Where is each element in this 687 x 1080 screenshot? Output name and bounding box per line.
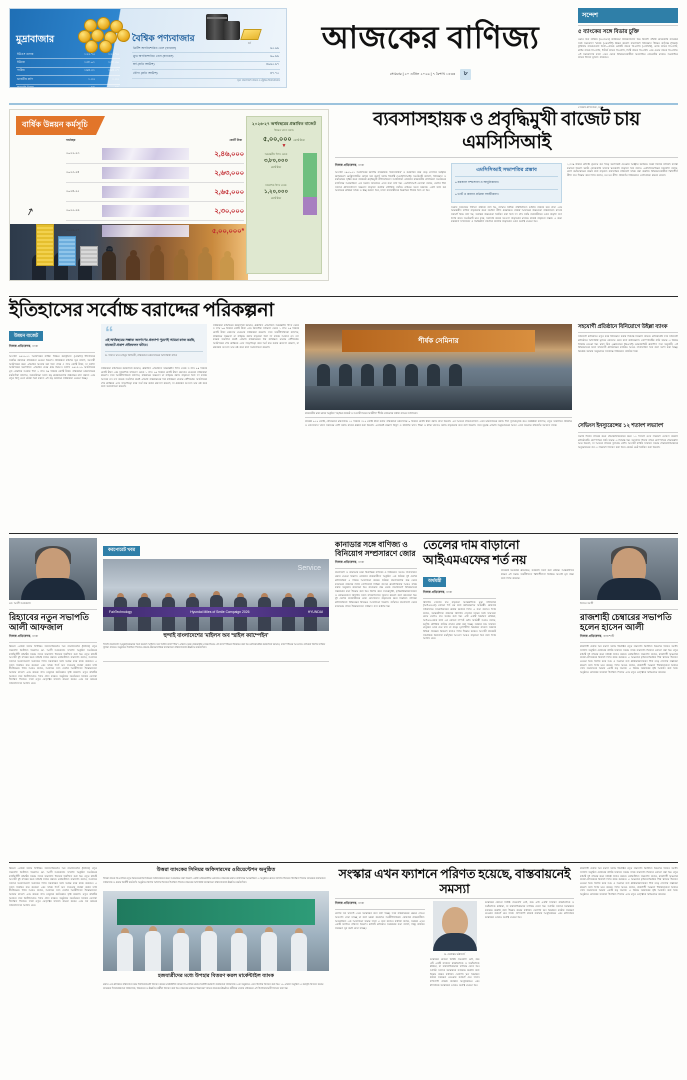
oil-price-story [423,538,574,859]
table-row: ২০২৩-২৪ ২,৬৩,০০০ [66,164,244,183]
gold-bar-caption: স্বর্ণ [248,42,251,45]
pull-quote-text: এই অর্থবছরের সম্ভাব্য জনগণের প্রত্যাশা পূরণেই আমরা কাজ করছি, বাজেটে প্রকাশ প্রতিফলন ঘটবে। [105,337,196,347]
band4-spacer-left [9,867,97,1057]
budget-stacked-bar [303,153,317,215]
lead-column-3 [567,163,678,293]
oil-headline[interactable]: তেলের দাম বাড়ানো আইএমএফের শর্ত নয় [423,538,527,567]
callout-item: » করজাল সম্প্রসারণ ও আধুনিকায়ন। [455,176,558,186]
hyundai-campaign-photo [103,559,329,631]
band2-body-2: পরিকল্পনা কমিশনের কর্মকর্তারা জানান, প্রস্তাবিত এডিপিতে অভ্যন্তরীণ উৎস থেকে ৩ লাখ ৮০ হাজার কোটি টাকা এবং বৈদেশিক সহায়তা থেকে ১ লাখ ২০ হাজার কোটি টাকা জোগান দেওয়ার পরিকল্পনা রয়েছে। তবে অর্থনীতিবিদরা বলছেন, বাস্তবায়ন সক্ষমতা না বাড়িয়ে বরাদ্দ বাড়ানো হলে তা কাজে আসবে না। গত কয়েক অর্থবছর ধরেই এডিপি বাস্তবায়নের হার কাঙ্ক্ষিত মাত্রায় পৌঁছায়নি। অর্থবছরের শেষ প্রান্তিকে এসে তাড়াহুড়ো করে অর্থ ব্যয় করার প্রবণতা রয়েছে, যা প্রকল্পের গুণগত মান নষ্ট করে বলে সমালোচনা রয়েছে। [213,323,299,349]
table-row: ২০২৫-২৬ ২,৩০,০০০ [66,202,244,221]
band2-column-quote [101,324,207,531]
portrait-body [21,578,85,600]
seminar-photo [305,324,572,410]
callout-title: এমসিসিআই সভাপতির প্রস্তাব [476,166,537,173]
reform-story [335,867,574,1057]
budget-panel [246,116,322,274]
table-row: ইউএস ডলার ১২২.৭৫ ১২২.৭৫ [16,51,120,59]
band-bottom [9,867,678,1057]
campaign-ribbon [103,607,329,617]
budget-panel-title: ২০২৬-২৭ অর্থবছরের প্রস্তাবিত বাজেট [252,121,316,126]
reform-headline[interactable]: সংস্কার এখন ফ্যাশনে পরিণত হয়েছে, বাস্তবায়নেই সমস্যা [338,867,571,896]
currency-rates-table [16,51,120,88]
lead-body-2: সংবাদ সম্মেলনে লিখিত বক্তব্যে বলা হয়, বর্তমান বৈশ্বিক পরিস্থিতিতে রপ্তানি বাজার ধরে রাখা এবং অভ্যন্তরীণ চাহিদা বাড়ানোর জন্য সমন্বিত নীতি প্রয়োজন। রাজস্ব আদায়ের লক্ষ্যমাত্রা বাস্তবসম্মত রাখার পরামর্শ দিয়ে বলা হয়, অবাস্তব লক্ষ্যমাত্রা নির্ধারণ করা হলে তা শেষ পর্যন্ত ব্যবসায়ীদের ওপর বাড়তি চাপ তৈরি করে। সংগঠনটি মনে করে, সরাসরি করের আওতা বাড়ানোর মাধ্যমে রাজস্ব বাড়ানো সম্ভব। এ জন্য করজাল সম্প্রসারণ ও ডিজিটাল পদ্ধতির ব্যবহার বাড়ানোর ওপর গুরুত্ব দেওয়া হয়। [451,205,562,224]
table-row: ভারতীয় রুপি ১.৩২ ১.৩২ [16,76,120,84]
rajshahi-body: রাজশাহী চেম্বার অব কমার্স অ্যান্ড ইন্ডাস্ট্রির নতুন সভাপতি নির্বাচিত হয়েছেন হাসেন আলী। সম্প্রতি অনুষ্ঠিত চেম্বারের বার্ষিক সাধারণ সভায় তাকে সভাপতি হিসেবে ঘোষণা করা হয়। নতুন কমিটি দুই বছরের জন্য দায়িত্ব পালন করবে। নবনির্বাচিত সভাপতি বলেন, রাজশাহী অঞ্চলের ব্যবসা-বাণিজ্যের বিকাশে তিনি কাজ করবেন। এ অঞ্চলের কৃষিপণ্যভিত্তিক শিল্প স্থাপনে উদ্যোগ নেওয়া হবে। বিশেষ করে আম ও অন্যান্য ফল প্রক্রিয়াজাতকরণ শিল্প গড়ে তোলার সম্ভাবনা রয়েছে বলে তিনি মনে করেন। তিনি আরও বলেন, রাজশাহী অঞ্চলে শিল্পকারখানা স্থাপনে গ্যাস সংযোগের অভাব একটি বড় সমস্যা। এ বিষয়ে সরকারের দৃষ্টি আকর্ষণ করা হবে। অনুষ্ঠানে চেম্বারের সদস্যরা উপস্থিত ছিলেন এবং নতুন নেতৃত্বকে অভিনন্দন জানান। [580,645,678,675]
rehab-body-cont: রিয়েল এস্টেট অ্যান্ড হাউজিং অ্যাসোসিয়েশন অব বাংলাদেশের (রিহ্যাব) নতুন সভাপতি নির্বাচিত হয়েছেন মো. আলী আফজাল। সম্প্রতি অনুষ্ঠিত সংগঠনের কার্যনির্বাহী কমিটির সভায় তাকে সভাপতি হিসেবে নির্বাচিত করা হয়। নতুন কমিটি আগামী দুই বছরের জন্য দায়িত্ব পালন করবে। নবনির্বাচিত সভাপতি বলেন, আবাসন খাতের সমস্যাগুলো সমাধানে তিনি সরকারের সঙ্গে সমন্বয় করে কাজ করবেন। এ খাতে নিবন্ধন ব্যয় কমানো এবং সহজ শর্তে ঋণ পাওয়ার ব্যবস্থা করার দাবি দীর্ঘদিনের। তিনি আরও বলেন, আবাসন খাত দেশের অর্থনীতিতে উল্লেখযোগ্য অবদান রাখছে এবং কয়েক লাখ মানুষের কর্মসংস্থান সৃষ্টি করেছে। নতুন কমিটির অন্যান্য পদে নির্বাচিতরাও শপথ গ্রহণ করেন। অনুষ্ঠানে সংগঠনের সাবেক নেতারা উপস্থিত ছিলেন। তারা নতুন নেতৃত্বের সাফল্য কামনা করেন এবং সব ধরনের সহযোগিতার আশ্বাস দেন। [9,867,97,908]
seminar-table [305,386,572,410]
canada-story [335,538,417,859]
date-line [287,69,574,80]
row-strip [102,205,189,217]
market-rates-box [9,8,287,88]
band2-column-1 [9,324,95,531]
infographic-footnote: * প্রস্তাবিত [106,248,117,251]
table-row: ২০২৬-২৭ ৫,০০,০০০* [66,221,244,240]
band-development-budget [9,301,678,530]
row-strip [102,225,189,237]
hajj-caption-body: প্রধান এক প্রতিষ্ঠান পরিচালনা বরং উপহারসামগ্রী বিতরণ করেন মার্কেন্টাইল ব্যাংক পিএলসির প্রধান নির্বাহী কর্মকর্তা ব্যবস্থাপনা পরিচালক। এক অনুষ্ঠানে এসব উপহার বিতরণ করা হয়। ১৮ এপ্রিল অনুষ্ঠিত এ কর্মসূচি বিতরণ করেন ব্যাংকের উপব্যবস্থাপনা পরিচালক, বিভাগের ও ঊর্ধ্বতন কর্মীরা বিতরণ করা হয়। ব্যাংকের প্রধানে 'হজযাত্রা' ব্যাংক ব্যাংকের ঊর্ধ্বতন কর্মীদের সেবার সৌজন্যে এই উপহারসামগ্রী বিতরণ করা হয়। [103,983,324,990]
budget-panel-subtitle: উন্নয়ন খাতে বরাদ্দ [274,129,294,133]
budget-total: ৫,০০,০০০ কোটি টাকা [263,136,305,144]
col-header-unit: কোটি টাকা [229,138,242,142]
col-header-year: অর্থবছর [66,138,76,142]
row-strip [102,167,189,179]
infographic-tab-label: বার্ষিক উন্নয়ন কর্মসূচি [16,116,96,135]
lead-column-2 [451,163,562,293]
rajshahi-body-cont: রাজশাহী চেম্বার অব কমার্স অ্যান্ড ইন্ডাস্ট্রির নতুন সভাপতি নির্বাচিত হয়েছেন হাসেন আলী। সম্প্রতি অনুষ্ঠিত চেম্বারের বার্ষিক সাধারণ সভায় তাকে সভাপতি হিসেবে ঘোষণা করা হয়। নতুন কমিটি দুই বছরের জন্য দায়িত্ব পালন করবে। নবনির্বাচিত সভাপতি বলেন, রাজশাহী অঞ্চলের ব্যবসা-বাণিজ্যের বিকাশে তিনি কাজ করবেন। এ অঞ্চলের কৃষিপণ্যভিত্তিক শিল্প স্থাপনে উদ্যোগ নেওয়া হবে। বিশেষ করে আম ও অন্যান্য ফল প্রক্রিয়াজাতকরণ শিল্প গড়ে তোলার সম্ভাবনা রয়েছে বলে তিনি মনে করেন। তিনি আরও বলেন, রাজশাহী অঞ্চলে শিল্পকারখানা স্থাপনে গ্যাস সংযোগের অভাব একটি বড় সমস্যা। এ বিষয়ে সরকারের দৃষ্টি আকর্ষণ করা হবে। অনুষ্ঠানে চেম্বারের সদস্যরা উপস্থিত ছিলেন এবং নতুন নেতৃত্বকে অভিনন্দন জানান। [580,867,678,897]
service-sign-text: Service [297,564,321,572]
corporate-block [103,538,329,859]
uttara-block [103,867,329,1057]
byline: নিজস্ব প্রতিবেদক, ঢাকা [423,589,453,594]
row-strip [102,186,189,198]
pull-quote-attribution: ড. হাসান খান মাহমুদ সিদ্দিকী, পরিকল্পনা মন্ত্রণালয়ের অতিরিক্ত সচিব [105,351,203,359]
rehab-body: রিয়েল এস্টেট অ্যান্ড হাউজিং অ্যাসোসিয়েশন অব বাংলাদেশের (রিহ্যাব) নতুন সভাপতি নির্বাচিত হয়েছেন মো. আলী আফজাল। সম্প্রতি অনুষ্ঠিত সংগঠনের কার্যনির্বাহী কমিটির সভায় তাকে সভাপতি হিসেবে নির্বাচিত করা হয়। নতুন কমিটি আগামী দুই বছরের জন্য দায়িত্ব পালন করবে। নবনির্বাচিত সভাপতি বলেন, আবাসন খাতের সমস্যাগুলো সমাধানে তিনি সরকারের সঙ্গে সমন্বয় করে কাজ করবেন। এ খাতে নিবন্ধন ব্যয় কমানো এবং সহজ শর্তে ঋণ পাওয়ার ব্যবস্থা করার দাবি দীর্ঘদিনের। তিনি আরও বলেন, আবাসন খাত দেশের অর্থনীতিতে উল্লেখযোগ্য অবদান রাখছে এবং কয়েক লাখ মানুষের কর্মসংস্থান সৃষ্টি করেছে। নতুন কমিটির অন্যান্য পদে নির্বাচিতরাও শপথ গ্রহণ করেন। অনুষ্ঠানে সংগঠনের সাবেক নেতারা উপস্থিত ছিলেন। তারা নতুন নেতৃত্বের সাফল্য কামনা করেন এবং সব ধরনের সহযোগিতার আশ্বাস দেন। [9,645,97,686]
sandesh-item-body: সমাপ্ত হিসাব বছরের জন্য শেয়ারহোল্ডারদের জন্য ১২ শতাংশ নগদ লভ্যাংশ ঘোষণা করেছে প্রতিষ্ঠানটি। কোম্পানির পর্ষদ সভায় এ সিদ্ধান্ত হয়। আলোচ্য হিসাব বছরে কোম্পানির শেয়ারপ্রতি আয় হয়েছে, যা আগের বছরের তুলনায় বেশি। আগামী বার্ষিক সাধারণ সভায় শেয়ারহোল্ডারদের অনুমোদনের পর এ লভ্যাংশ বিতরণ করা হবে। রেকর্ড ডেট নির্ধারণ করা হয়েছে। [578,434,678,449]
oil-tag: অর্থমন্ত্রী [423,577,446,587]
ribbon-center-text: Hyundai Miles of Smile Campaign 2026 [190,609,250,614]
band1-divider [9,296,678,297]
table-row: রৌপ্য (প্রতি আউন্স) ৪৭.৭৫ [132,70,280,78]
band-corporate [9,538,678,859]
lead-body-3: ১,৫৫০ টাকার প্রতিটি ন্যূনতম কর ছাড়ে সংশোধনী দেওয়ার আহ্বান জানিয়ে সংস্থা বিলের দাবিসহ ব্যবস্থা কমানো হয়েছে ভ্যাট। বেসরকারি খাতের ঋণপ্রবাহ বাড়াতে হবে বলেও এমসিসিআইয়ের সভাপতি বলেন, দেশে কর্মসংস্থানের কর্মের ধারা বাড়াতে ব্যবসায়িক পরিবেশে সহজ করা জরুরি। বিনিয়োগকারীরা স্থিতিশীল নীতি চান উল্লেখ করে তিনি বলেন, ঘন ঘন নীতি পরিবর্তন বিনিয়োগে নেতিবাচক প্রভাব ফেলে। [567,162,678,177]
newspaper-title: আজকের বাণিজ্য [321,20,540,55]
budget-part-foreign: বৈদেশিক উৎস থেকে ১,২০,০০০ কোটি টাকা [263,184,289,201]
hyundai-caption-body: হুন্দাই বাংলাদেশ আনুষ্ঠানিকভাবে শুরু করেছে 'মাইলস অব স্মাইল ক্যাম্পেইন'। এপ্রিল থেকে রাজধানীর তেজগাঁওয়ে এই ক্যাম্পেইনের উদ্বোধন করা হয়। প্রতিষ্ঠানটির কর্মকর্তারা জানান, ক্যাম্পেইনের আওতায় গ্রাহকরা বিশেষ সার্ভিস সুবিধা পাবেন। অনুষ্ঠানে উপস্থিত ছিলেন ফেয়ার টেকনোলজির ব্যবস্থাপনা পরিচালকসহ ঊর্ধ্বতন কর্মকর্তারা। [103,642,326,650]
table-row: ব্রিটিশ অপরিশোধিত তেল (ব্যারেল) ৬৫.৯৬ [132,45,280,53]
callout-box [451,163,562,203]
bar-chart-bar-blue [58,236,76,266]
coins-icon [78,17,134,51]
band2-column-2 [213,324,299,531]
pull-quote [101,324,207,363]
byline: নিজস্ব প্রতিবেদক, ঢাকা [9,634,39,639]
table-row: স্বর্ণ (প্রতি আউন্স) ৪৯৬৫.৬৭ [132,61,280,69]
rajshahi-headline[interactable]: রাজশাহী চেম্বারের সভাপতি হলেন হাসেন আলী [580,611,672,633]
sandesh-item-credit: • নিজস্ব প্রতিবেদক, ঢাকা [578,105,604,109]
byline: নিজস্ব প্রতিবেদক, ঢাকা [335,560,365,565]
sandesh-header: সন্দেশ [578,8,678,23]
economist-photo [433,901,477,951]
lead-column-1 [335,163,446,293]
reform-body-1: দেশের সব খাতেই এখন সংস্কারের কথা বলা হচ্ছে। তবে বাস্তবায়নের ক্ষেত্রে তেমন অগ্রগতি দেখা যাচ্ছে না বলে মন্তব্য করেছেন অর্থনীতিবিদরা। রোববার রাজধানীতে আয়োজিত এক আলোচনা সভায় তারা এ কথা বলেন। বক্তারা বলেন, সংস্কার এখন একটি ফ্যাশনে পরিণত হয়েছে। প্রতিটি প্রতিষ্ঠান সংস্কারের কথা বলছে, কিন্তু কার্যকর পদক্ষেপ খুব কমই দেখা যাচ্ছে। [335,912,425,931]
byline: নিজস্ব প্রতিবেদক, ঢাকা [335,901,365,906]
growth-arrow-icon: ↗ [24,205,36,220]
row-strip [102,148,189,160]
oil-body-2: বাজেটে সংকটের প্রয়োজন, সরবরাহ সচল করা চেষ্টায়। আন্তর্জাতিক শ্রমের এই সময়ে অর্থনীতিতে স্থিতিশীলতা ফিরিয়ে আনাই মূল লক্ষ্য বলে তিনি জানান। [501,569,574,580]
photo-caption: হাসেন আলী [580,601,594,605]
band4-spacer-right [580,867,678,1057]
byline: নিজস্ব প্রতিবেদক, রাজশাহী [580,634,615,639]
stack-segment-foreign [303,197,317,215]
lead-headline[interactable]: ব্যবসাসহায়ক ও প্রবৃদ্ধিমুখী বাজেট চায় এমসিসিআই [373,110,640,153]
lead-story [335,109,678,293]
band2-divider [9,533,678,534]
portrait-body [597,578,661,600]
table-row: জাপানি ইয়েন ০.৭৭ ০.৭৭ [16,84,120,88]
sandesh-column [578,8,678,111]
uttara-caption-headline: উত্তরা ব্যাংকের সিনিয়র অফিসারদের ওরিয়েন্টেশন অনুষ্ঠিত [156,867,276,874]
sandesh-item-headline[interactable]: সহযোগী প্রতিষ্ঠানে বিনিয়োগে উইল্লা ব্যাংক [578,323,668,330]
ribbon-right-text: HYUNDAI [307,609,323,614]
stack-segment-internal [303,153,317,197]
bar-chart-bar-gray [80,246,98,266]
sandesh-item-headline[interactable]: ৫ ব্যাংকের সঙ্গে বিডার চুক্তি [578,29,640,35]
oil-barrel-icon-2 [224,21,240,40]
adp-table [66,138,244,240]
commodity-rates-table [132,45,280,79]
band2-column-photo [305,324,572,531]
rajshahi-story [580,538,678,859]
table-row: ইউরো ১৩৮.০১ ১৩৮.৫০ [16,59,120,67]
table-row: ২০২২-২৩ ২,৪৬,০০০ [66,145,244,164]
band-lead [9,109,678,293]
band2-body-1: আগামী ২০২৬-২৭ অর্থবছরের বার্ষিক উন্নয়ন কর্মসূচিতে (এডিপি) ইতিহাসের সর্বোচ্চ বরাদ্দের পরিকল্পনা নেওয়া হয়েছে। পরিকল্পনা কমিশন সূত্র বলছে, আগামী অর্থবছরের জন্য এডিপির আকার ধরা হতে পারে ৫ লাখ কোটি টাকা, যা চলতি অর্থবছরের সংশোধিত এডিপির চেয়ে প্রায় দ্বিগুণ। চলতি ২০২৫-২৬ অর্থবছরের মূল এডিপির আকার ছিল ২ লাখ ৩০ হাজার কোটি টাকা। পরিকল্পনা মন্ত্রণালয়ের কর্মকর্তারা বলছেন, অবকাঠামো খাতে বড় প্রকল্পগুলোর বাস্তবায়ন দ্রুত করতে এবং নতুন কিছু মেগা প্রকল্প শুরু করতে এই বড় বরাদ্দের পরিকল্পনা নেওয়া হচ্ছে। [9,355,95,381]
corporate-tag: করপোরেট খবর [103,546,140,556]
byline: নিজস্ব প্রতিবেদক, ঢাকা [9,344,39,349]
byline: নিজস্ব প্রতিবেদক, ঢাকা [335,162,365,167]
band3-divider [9,862,678,863]
band2-columns [9,324,678,531]
date-text: সোমবার | ২০ এপ্রিল ২০২৬ | ৭ বৈশাখ ১৪৩৩ [389,72,456,76]
table-row: ক্রুড অপরিশোধিত তেল (ব্যারেল) ৬০.৬৬ [132,53,280,61]
currency-market-title: মুদ্রাবাজার [16,34,54,45]
hajj-caption-headline: হজযাত্রীদের মধ্যে উপহার বিতরণ করল মার্কেন্টাইল ব্যাংক [157,973,275,980]
sandesh-column-2 [578,324,678,531]
rehab-story [9,538,97,859]
lead-columns [335,163,678,293]
commodity-market-title: বৈশ্বিক পণ্যবাজার [132,33,195,43]
rehab-headline[interactable]: রিহ্যাবের নতুন সভাপতি আলী আফজাল [9,611,89,633]
band2-body-3: বাজেট ৯১৬ কোটি, যৌথভাবে মন্ত্রণালয়ে ২১ হাজার ৫১৬ কোটি টাকা বরাদ্দ পরিকল্পনা মন্ত্রণালয়ে ৯ হাজার কোটি টাকা বরাদ্দ রাখা হয়েছে। এর আগের বছরগুলোতে এসব মন্ত্রণালয়ের বরাদ্দ ছিল তুলনামূলক কম। সংশ্লিষ্টরা বলছেন, নতুন অর্থবছরে পরিবহন ও যোগাযোগ খাতে সবচেয়ে বেশি বরাদ্দ রাখার প্রস্তাব করা হয়েছে। এরপরেই রয়েছে বিদ্যুৎ ও জ্বালানি খাত। শিক্ষা ও স্বাস্থ্য খাতেও বরাদ্দ বাড়ানোর কথা বলা হয়েছে। তবে চূড়ান্ত এডিপি অনুমোদনের আগে এসব সংখ্যায় পরিবর্তন আসতে পারে। [305,420,572,427]
band2-body-1b: পরিকল্পনা কমিশনের কর্মকর্তারা জানান, প্রস্তাবিত এডিপিতে অভ্যন্তরীণ উৎস থেকে ৩ লাখ ৮০ হাজার কোটি টাকা এবং বৈদেশিক সহায়তা থেকে ১ লাখ ২০ হাজার কোটি টাকা জোগান দেওয়ার পরিকল্পনা রয়েছে। তবে অর্থনীতিবিদরা বলছেন, বাস্তবায়ন সক্ষমতা না বাড়িয়ে বরাদ্দ বাড়ানো হলে তা কাজে আসবে না। গত কয়েক অর্থবছর ধরেই এডিপি বাস্তবায়নের হার কাঙ্ক্ষিত মাত্রায় পৌঁছায়নি। অর্থবছরের শেষ প্রান্তিকে এসে তাড়াহুড়ো করে অর্থ ব্যয় করার প্রবণতা রয়েছে, যা প্রকল্পের গুণগত মান নষ্ট করে বলে সমালোচনা রয়েছে। [101,366,207,389]
table-row: পাউন্ড ১৬৪.৩১ ১৬৪.৩৭ [16,67,120,75]
sandesh-item-body: ওয়ান স্টপ সার্ভিস (ওএসএস) প্ল্যাটফর্মে পরিষেবাদাতা হয়ে বিদেশি পাঁচটি বেসরকারি ব্যাংকের সঙ্গে সমঝোতা স্মারক (এমওইউ) স্বাক্ষর করেছে বাংলাদেশ বিনিয়োগ উন্নয়ন কর্তৃপক্ষ (বিডা)। চুক্তিবদ্ধ ব্যাংকগুলো হলো—ব্যাংক মেরিটি ব্যাংক পিএলসি (এসসিবি), ব্র্যাক ব্যাংক পিএলসি, প্রাইম ব্যাংক পিএলসি, ইস্টার্ন ব্যাংক পিএলসি, সিটি ব্যাংক পিএলসি এবং ওয়ান ব্যাংক পিএলসি। এই সমঝোতার ফলে এখন থেকে বিনিয়োগকারীরা অনলাইনে পেমেন্টের মাধ্যমে অনলাইনে ব্যাংক হিসাব খুলতে পারবেন। [578,37,678,60]
adp-table-header [66,138,244,145]
section-tag: উন্নয়ন বাজেট [9,331,43,341]
lead-body-1: আগামী ২০২৬-২৭ অর্থবছরের জাতীয় বাজেটকে 'ব্যবসাবান্ধব' ও করবান্ধব করে গড়ে তোলার আহ্বান জানিয়েছে মেট্রোপলিটন চেম্বার অব কমার্স অ্যান্ড ইন্ডাস্ট্রি (এমসিসিআই)। সংগঠনটি বলেছে, বিনিয়োগ ও কর্মসংস্থান সৃষ্টির জন্য বাজেটে প্রবৃদ্ধিমুখী নীতিসহায়তা অপরিহার্য। রোববার রাজধানীর মতিঝিলে সংগঠনের কার্যালয়ে আয়োজিত এক সংবাদ সম্মেলনে এসব কথা বলা হয়। এমসিসিআই নেতারা বলেন, দেশের শিল্প খাতের প্রতিযোগিতা সক্ষমতা বাড়াতে করহার যৌক্তিক পর্যায়ে নামিয়ে আনা দরকার। একই সঙ্গে কর আদায়ের প্রক্রিয়া সহজ ও স্বচ্ছ করতে হবে, যাতে ব্যবসায়ীদের হয়রানির শিকার হতে না হয়। [335,170,446,193]
rehab-president-photo [9,538,97,600]
canada-body: বাংলাদেশ ও কানাডার মধ্যে দ্বিপাক্ষিক বাণিজ্য ও বিনিয়োগ আরও সম্প্রসারণে জোর দেওয়া হয়েছে। রোববার রাজধানীতে অনুষ্ঠিত এক বৈঠকে দুই দেশের প্রতিনিধিরা এ বিষয়ে আলোচনা করেন। বৈঠকে বাংলাদেশের পক্ষ থেকে কানাডার বাজারে তৈরি পোশাকসহ বিভিন্ন পণ্যের প্রবেশাধিকার আরও সহজ করার অনুরোধ জানানো হয়। কানাডার পক্ষ থেকে বাংলাদেশে বিনিয়োগের সম্ভাবনার কথা উল্লেখ করা হয়। বিশেষ করে তথ্যপ্রযুক্তি, কৃষিপ্রক্রিয়াজাতকরণ ও নবায়নযোগ্য জ্বালানি খাতে সহযোগিতার সুযোগ রয়েছে বলে জানানো হয়। দুই দেশের ব্যবসায়ীদের মধ্যে যোগাযোগ বাড়ানোর জন্য নিয়মিত বাণিজ্য প্রতিনিধিদল বিনিময়ের বিষয়েও আলোচনা হয়েছে। বর্তমানে বাংলাদেশ থেকে কানাডায় বছরে উল্লেখযোগ্য পরিমাণ পণ্য রপ্তানি হয়। [335,571,417,608]
adp-infographic [9,109,329,281]
budget-split [251,153,317,215]
portrait-body [433,933,477,951]
hyundai-caption-headline: হুন্দাই বাংলাদেশের 'মাইলস অব স্মাইল ক্যাম্পেইন' [163,632,269,639]
photo-caption: মো. আলী আফজাল [9,601,31,605]
bar-chart-bar-yellow [36,224,54,266]
sandesh-item-body: সহযোগী প্রতিষ্ঠানে নতুন করে বিনিয়োগ করার সিদ্ধান্ত নিয়েছে ব্যাংক। প্রতিষ্ঠানটি তার সহযোগী প্রতিষ্ঠানে অতিরিক্ত মূলধন জোগান দেবে বলে জানিয়েছে। কোম্পানিটির পর্ষদ সভায় এ বিষয়ে সিদ্ধান্ত নেওয়া হয়। ঢাকা স্টক এক্সচেঞ্জের (ডিএসই) ওয়েবসাইটে প্রকাশিত তথ্য অনুযায়ী, এই বিনিয়োগের ফলে সহযোগী প্রতিষ্ঠানের কার্যক্রম আরও সম্প্রসারিত হবে বলে আশা করা হচ্ছে। নিয়ন্ত্রক সংস্থার অনুমোদন সাপেক্ষে বিনিয়োগ কার্যকর হবে। [578,335,678,354]
page-number: ৮ [460,69,471,80]
quote-mark-icon: “ [105,322,114,342]
reform-body-3: সংস্কারের কোনো নির্দিষ্ট পথনকশা নেই, বরং এটি একটি সাধারণ রাজনৈতিক ও অর্থনৈতিক প্রক্রিয়া, যা ধারাবাহিকভাবে চালিয়ে যেতে হয়। আর্থিক খাতের সংস্কারকে সবচেয়ে জরুরি বলে উল্লেখ করেন বক্তারা। খেলাপি ঋণ নিয়ন্ত্রণে কঠোর পদক্ষেপ নেওয়ার পরামর্শ দেন তারা। পাশাপাশি রাজস্ব ব্যবস্থার আধুনিকায়ন এবং প্রশাসনিক সংস্কারের ওপরও গুরুত্ব দেওয়া হয়। [484,901,574,920]
oil-body-1: জ্বালানি তেলের দাম বাড়ানো আন্তর্জাতিক মুদ্রা তহবিলের (আইএমএফ) কোনো শর্ত নয় বলে জানিয়েছেন অর্থমন্ত্রী। রোববার সচিবালয়ে সাংবাদিকদের প্রশ্নের জবাবে তিনি এ কথা বলেন। তিনি বলেন, আন্তর্জাতিক বাজারে জ্বালানি তেলের দামের সঙ্গে সামঞ্জস্য রেখে দেশেও দাম সমন্বয় করা হয়। এটি একটি নিয়মিত প্রক্রিয়া, আইএমএফের সঙ্গে এর কোনো সম্পর্ক নেই। অর্থমন্ত্রী আরও বলেন, ভর্তুকি যৌক্তিক পর্যায়ে রাখার চেষ্টা করা হচ্ছে। সরকার চায় সাধারণ মানুষের ওপর যেন চাপ না পড়ে। মূল্যস্ফীতি নিয়ন্ত্রণে রাখতে সরকার বিভিন্ন পদক্ষেপ নিয়েছে বলেও তিনি উল্লেখ করেন। আগামী বাজেটে সামাজিক নিরাপত্তা কর্মসূচির আওতা আরও বাড়ানো হবে বলে তিনি আশ্বাস দেন। [423,600,496,641]
rajshahi-president-photo [580,538,678,600]
gold-bar-icon [240,29,262,40]
reform-body-2: সংস্কারের কোনো নির্দিষ্ট পথনকশা নেই, বরং এটি একটি সাধারণ রাজনৈতিক ও অর্থনৈতিক প্রক্রিয়া, যা ধারাবাহিকভাবে চালিয়ে যেতে হয়। আর্থিক খাতের সংস্কারকে সবচেয়ে জরুরি বলে উল্লেখ করেন বক্তারা। খেলাপি ঋণ নিয়ন্ত্রণে কঠোর পদক্ষেপ নেওয়ার পরামর্শ দেন তারা। পাশাপাশি রাজস্ব ব্যবস্থার আধুনিকায়ন এবং প্রশাসনিক সংস্কারের ওপরও গুরুত্ব দেওয়া হয়। [429,957,480,987]
hajj-gift-photo [103,891,329,971]
photo-caption: ড. দেবপ্রিয় ভট্টাচার্য [444,952,465,956]
event-banner [117,899,316,925]
band2-headline[interactable]: ইতিহাসের সর্বোচ্চ বরাদ্দের পরিকল্পনা [9,299,274,321]
canada-headline[interactable]: কানাডার সঙ্গে বাণিজ্য ও বিনিয়োগ সম্প্রসারণে জোর [335,540,416,559]
uttara-caption-body: উত্তরা ব্যাংক পিএলসির নতুন নিয়োগপ্রাপ্ত সিনিয়র অফিসারদের জন্য আয়োজন করা হয়েছে একটি ওরিয়েন্টেশন প্রোগ্রাম। ব্যাংকের প্রধান কার্যালয়ে আয়োজিত এ অনুষ্ঠানে প্রধান অতিথি হিসেবে উপস্থিত ছিলেন ব্যাংকের ব্যবস্থাপনা পরিচালক ও প্রধান নির্বাহী কর্মকর্তা। অনুষ্ঠানে বিশেষ অতিথি হিসেবে উপস্থিত ছিলেন ব্যাংকের অতিরিক্ত ব্যবস্থাপনা পরিচালকসহ ঊর্ধ্বতন কর্মকর্তারা। [103,877,326,884]
seminar-banner-text: শীর্ষক সেমিনার [342,330,534,352]
seminar-photo-caption: রাজধানীর ঢাকা ক্লাবে অনুষ্ঠিত 'সমৃদ্ধির বাজেট ও আগামী দিনের অর্থনীতি' শীর্ষক সেমিনারে বক্তব্য রাখেন অতিথিরা। [305,411,418,415]
top-bar [9,8,678,109]
masthead [287,8,574,80]
sandesh-item-headline[interactable]: সেভিংস ইনস্যুরেন্সের ১২ শতাংশ লভ্যাংশ [578,423,664,430]
caret-down-icon: ▼ [281,143,287,150]
budget-part-internal: অভ্যন্তরীণ উৎস থেকে ৩,৮০,০০০ কোটি টাকা [263,153,289,170]
table-row: ২০২৪-২৫ ২,৬৫,০০০ [66,183,244,202]
market-source-note: সূত্র: বাংলাদেশ ব্যাংক ও ট্রেডিং ইকোনমিকস [237,79,280,82]
callout-item: » ভ্যাট ও করদান প্রক্রিয়া সহজীকরণ। [455,189,558,199]
ribbon-left-text: FairTechnology [109,609,132,614]
